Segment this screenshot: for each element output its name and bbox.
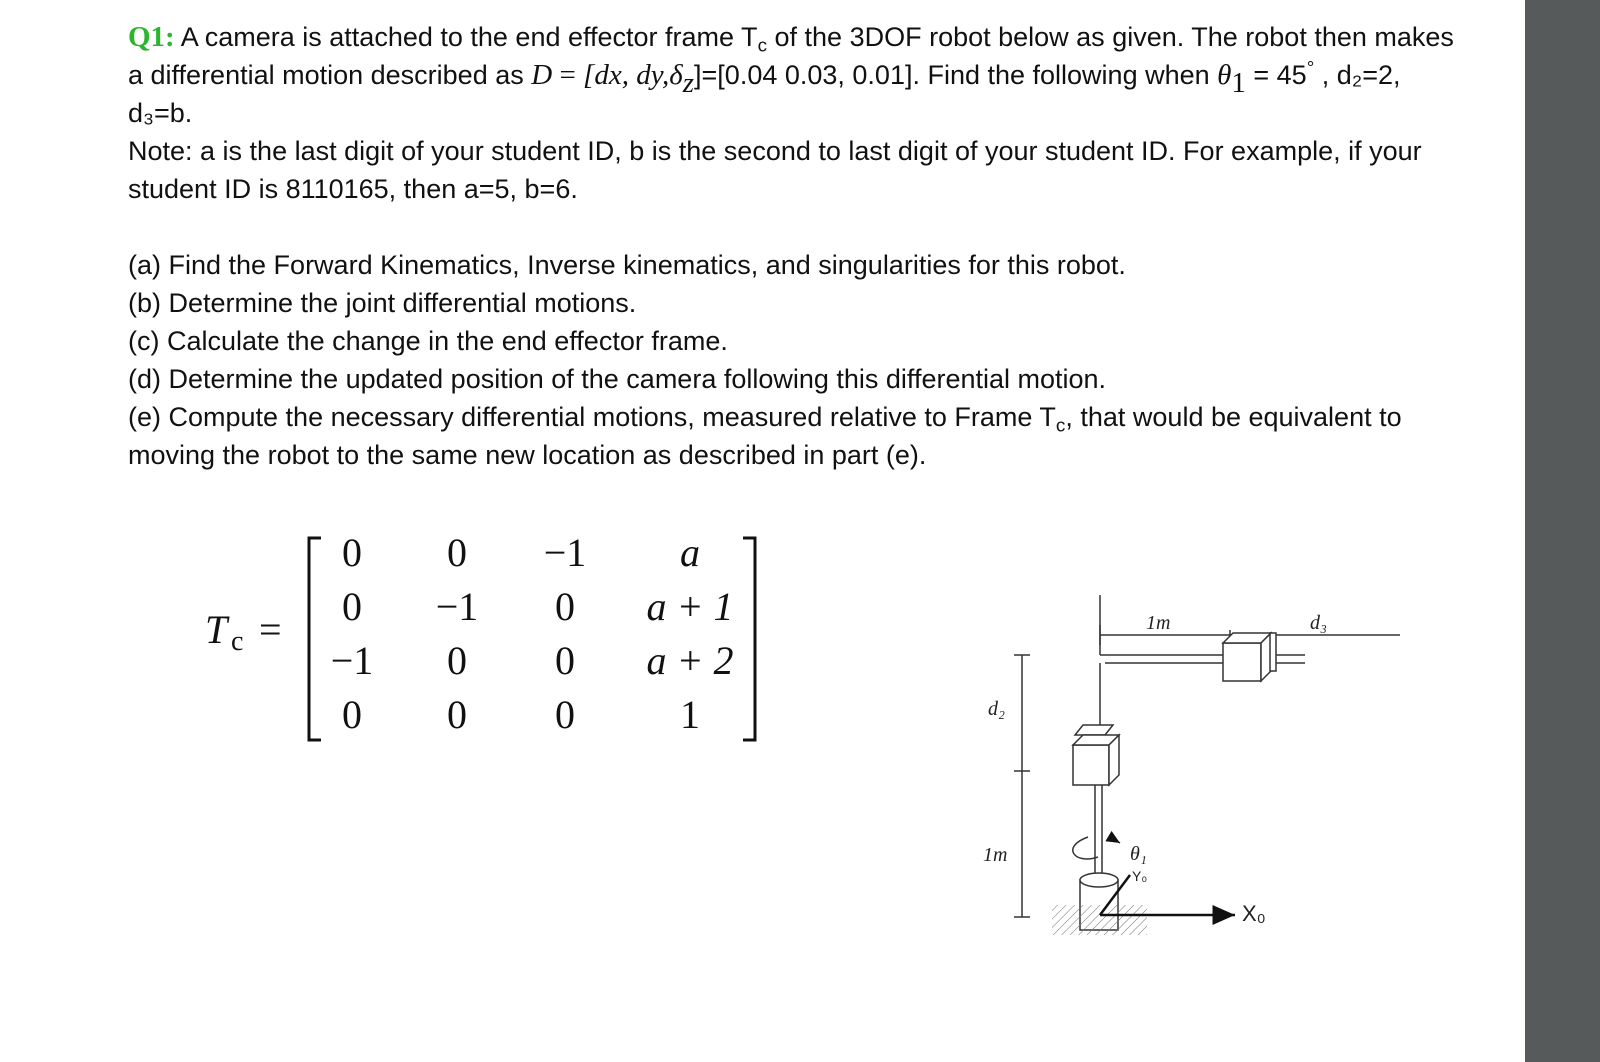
matrix-cell: a + 2 <box>646 638 734 683</box>
matrix-cell: 0 <box>447 692 467 737</box>
d-vector: [dx, dy,δ <box>583 59 683 91</box>
theta-subscript: 1 <box>1231 67 1246 100</box>
matrix-cell: 0 <box>555 692 575 737</box>
matrix-cell: −1 <box>330 638 374 683</box>
note-paragraph: Note: a is the last digit of your student ID, b is the second to last digit of your student ID. For example, if your student ID is 8110165, then a=5, b=6. <box>128 136 1422 204</box>
d-values: =[0.04 0.03, 0.01]. Find the following when <box>701 60 1218 90</box>
label-d2: d₂ <box>988 698 1005 720</box>
label-theta1: θ₁ <box>1130 843 1147 865</box>
matrix-equals: = <box>259 607 282 652</box>
d-vector-close: ] <box>694 60 702 90</box>
robot-diagram <box>980 575 1327 965</box>
part-e-text: (e) Compute the necessary differential motions, measured relative to Frame T <box>128 402 1056 432</box>
part-e-text-2: , that would be equivalent to moving the robot to the same new location as described in part (e). <box>128 402 1402 470</box>
equals-sign: = <box>552 59 584 91</box>
joint-values: , d₂=2, d₃=b. <box>128 60 1401 128</box>
question-number: Q1: <box>128 21 175 53</box>
ground-hatch <box>1052 905 1147 935</box>
prismatic-joint-d3 <box>1223 633 1276 681</box>
rotation-arrowhead <box>1110 837 1120 843</box>
matrix-cell: −1 <box>435 584 479 629</box>
question-paragraph <box>128 18 1468 132</box>
part-c: (c) Calculate the change in the end effector frame. <box>128 326 728 356</box>
prismatic-joint-d2 <box>1073 725 1119 785</box>
matrix-cell: 0 <box>447 530 467 575</box>
d-symbol: D <box>531 59 553 91</box>
matrix-cell: 1 <box>680 692 700 737</box>
left-bracket <box>309 538 321 740</box>
scrollbar-track[interactable] <box>1525 0 1600 1062</box>
matrix-cell: 0 <box>342 584 362 629</box>
delta-subscript: z <box>682 67 695 100</box>
label-1m-top: 1m <box>1146 612 1171 634</box>
part-e <box>128 398 1468 474</box>
matrix-cell: a <box>680 530 700 575</box>
matrix-lhs: T <box>205 607 228 652</box>
matrix-cell: 0 <box>555 584 575 629</box>
right-bracket <box>743 538 755 740</box>
frame-subscript: c <box>757 35 768 57</box>
matrix-cell: 0 <box>447 638 467 683</box>
rotation-arrow-theta1 <box>1073 837 1098 859</box>
part-b: (b) Determine the joint differential motions. <box>128 288 637 318</box>
matrix-cell: 0 <box>555 638 575 683</box>
label-d3: d₃ <box>1310 612 1327 634</box>
label-y0: Y₀ <box>1132 868 1148 884</box>
matrix-cell: 0 <box>342 530 362 575</box>
intro-text: A camera is attached to the end effector frame T <box>174 22 758 52</box>
arm-lower-line <box>1100 663 1305 735</box>
theta-value: = 45 <box>1245 60 1307 90</box>
theta-symbol: θ <box>1217 59 1232 91</box>
question-text <box>128 18 1468 474</box>
matrix-lhs-subscript: c <box>231 626 244 657</box>
label-1m-left: 1m <box>983 844 1008 866</box>
part-a: (a) Find the Forward Kinematics, Inverse kinematics, and singularities for this robot. <box>128 250 1126 280</box>
matrix-cell: 0 <box>342 692 362 737</box>
matrix-cell: −1 <box>543 530 587 575</box>
transform-matrix <box>195 530 775 750</box>
part-d: (d) Determine the updated position of the camera following this differential motion. <box>128 364 1107 394</box>
part-e-subscript: c <box>1055 415 1066 437</box>
intro-text-2: of the 3DOF robot below as given. The robot then makes a differential motion described as <box>128 22 1454 90</box>
label-x0: X₀ <box>1242 901 1266 926</box>
degree-sign: ° <box>1306 58 1315 79</box>
matrix-cell: a + 1 <box>646 584 734 629</box>
